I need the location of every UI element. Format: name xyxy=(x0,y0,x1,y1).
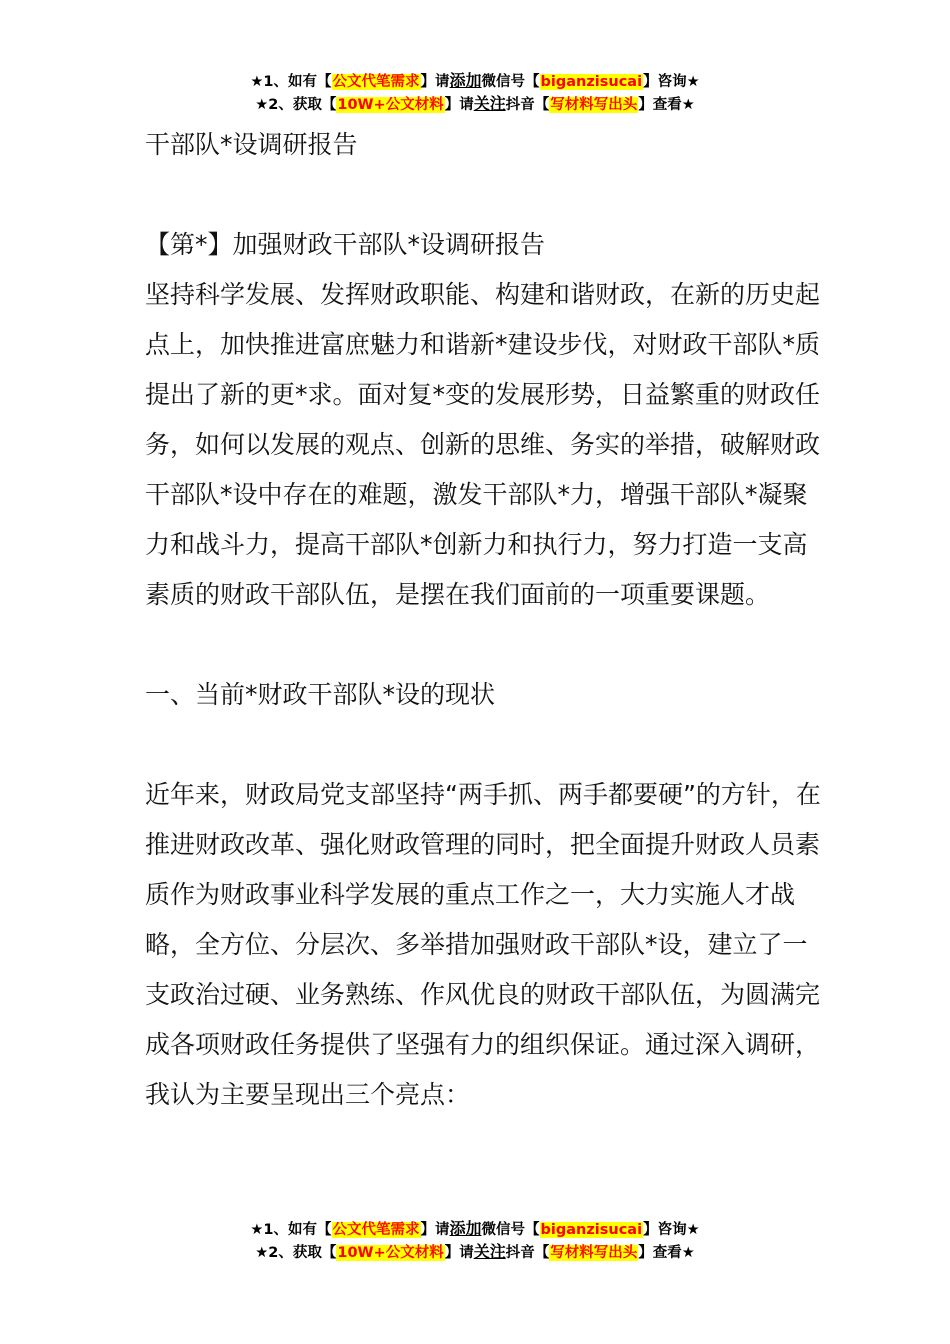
promo-highlight-wechat-id: biganzisucai xyxy=(540,1222,643,1238)
promo-highlight-materials: 10W+公文材料 xyxy=(337,1245,444,1261)
promo-line-2 xyxy=(0,93,950,116)
star-icon: ★ xyxy=(686,1222,700,1238)
promo-text: 】请 xyxy=(444,1245,474,1261)
promo-highlight-wechat-id: biganzisucai xyxy=(540,74,643,90)
promo-underlined-text: 添加 xyxy=(449,1219,482,1238)
footer-promo-banner xyxy=(0,1218,950,1264)
star-icon: ★ xyxy=(681,1245,695,1261)
section-paragraph: 近年来，财政局党支部坚持“两手抓、两手都要硬”的方针，在推进财政改革、强化财政管理的同时，把全面提升财政人员素质作为财政事业科学发展的重点工作之一，大力实施人才战略，全方位、分层次、多举措加强财政干部队*设，建立了一支政治过硬、业务熟练、作风优良的财政干部队伍，为圆满完成各项财政任务提供了坚强有力的组织保证。通过深入调研，我认为主要呈现出三个亮点： xyxy=(145,780,821,1109)
blank-line xyxy=(145,170,825,220)
promo-text: 2、获取【 xyxy=(268,97,337,113)
promo-text: 微信号【 xyxy=(481,1222,540,1238)
promo-line-1 xyxy=(0,1218,950,1241)
promo-underlined-text: 添加 xyxy=(449,71,482,90)
blank-line xyxy=(145,620,825,670)
star-icon: ★ xyxy=(255,97,269,113)
promo-text: 2、获取【 xyxy=(268,1245,337,1261)
promo-text: 】查看 xyxy=(638,97,682,113)
star-icon: ★ xyxy=(250,1222,264,1238)
star-icon: ★ xyxy=(250,74,264,90)
promo-text: 】请 xyxy=(420,1222,450,1238)
promo-text: 】咨询 xyxy=(643,1222,687,1238)
promo-underlined-text: 关注 xyxy=(473,1242,506,1261)
promo-text: 抖音【 xyxy=(505,1245,550,1261)
header-promo-banner xyxy=(0,70,950,116)
promo-highlight-materials: 10W+公文材料 xyxy=(337,97,444,113)
promo-line-2 xyxy=(0,1241,950,1264)
promo-highlight-account: 写材料写出头 xyxy=(550,97,638,113)
promo-text: 】请 xyxy=(444,97,474,113)
promo-text: 】查看 xyxy=(638,1245,682,1261)
promo-highlight-account: 写材料写出头 xyxy=(550,1245,638,1261)
promo-text: 抖音【 xyxy=(505,97,550,113)
star-icon: ★ xyxy=(681,97,695,113)
promo-highlight-service: 公文代笔需求 xyxy=(332,74,420,90)
blank-line xyxy=(145,720,825,770)
promo-line-1 xyxy=(0,70,950,93)
promo-underlined-text: 关注 xyxy=(473,94,506,113)
document-subtitle: 【第*】加强财政干部队*设调研报告 xyxy=(145,230,546,259)
star-icon: ★ xyxy=(255,1245,269,1261)
promo-text: 微信号【 xyxy=(481,74,540,90)
star-icon: ★ xyxy=(686,74,700,90)
promo-highlight-service: 公文代笔需求 xyxy=(332,1222,420,1238)
promo-text: 1、如有【 xyxy=(263,74,332,90)
section-heading: 一、当前*财政干部队*设的现状 xyxy=(145,680,496,709)
document-body xyxy=(145,120,825,1120)
intro-paragraph: 坚持科学发展、发挥财政职能、构建和谐财政，在新的历史起点上，加快推进富庶魅力和谐新*建设步伐，对财政干部队*质提出了新的更*求。面对复*变的发展形势，日益繁重的财政任务，如何以发展的观点、创新的思维、务实的举措，破解财政干部队*设中存在的难题，激发干部队*力，增强干部队*凝聚力和战斗力，提高干部队*创新力和执行力，努力打造一支高素质的财政干部队伍，是摆在我们面前的一项重要课题。 xyxy=(145,280,821,609)
promo-text: 】咨询 xyxy=(643,74,687,90)
document-title: 干部队*设调研报告 xyxy=(145,130,358,159)
promo-text: 1、如有【 xyxy=(263,1222,332,1238)
promo-text: 】请 xyxy=(420,74,450,90)
